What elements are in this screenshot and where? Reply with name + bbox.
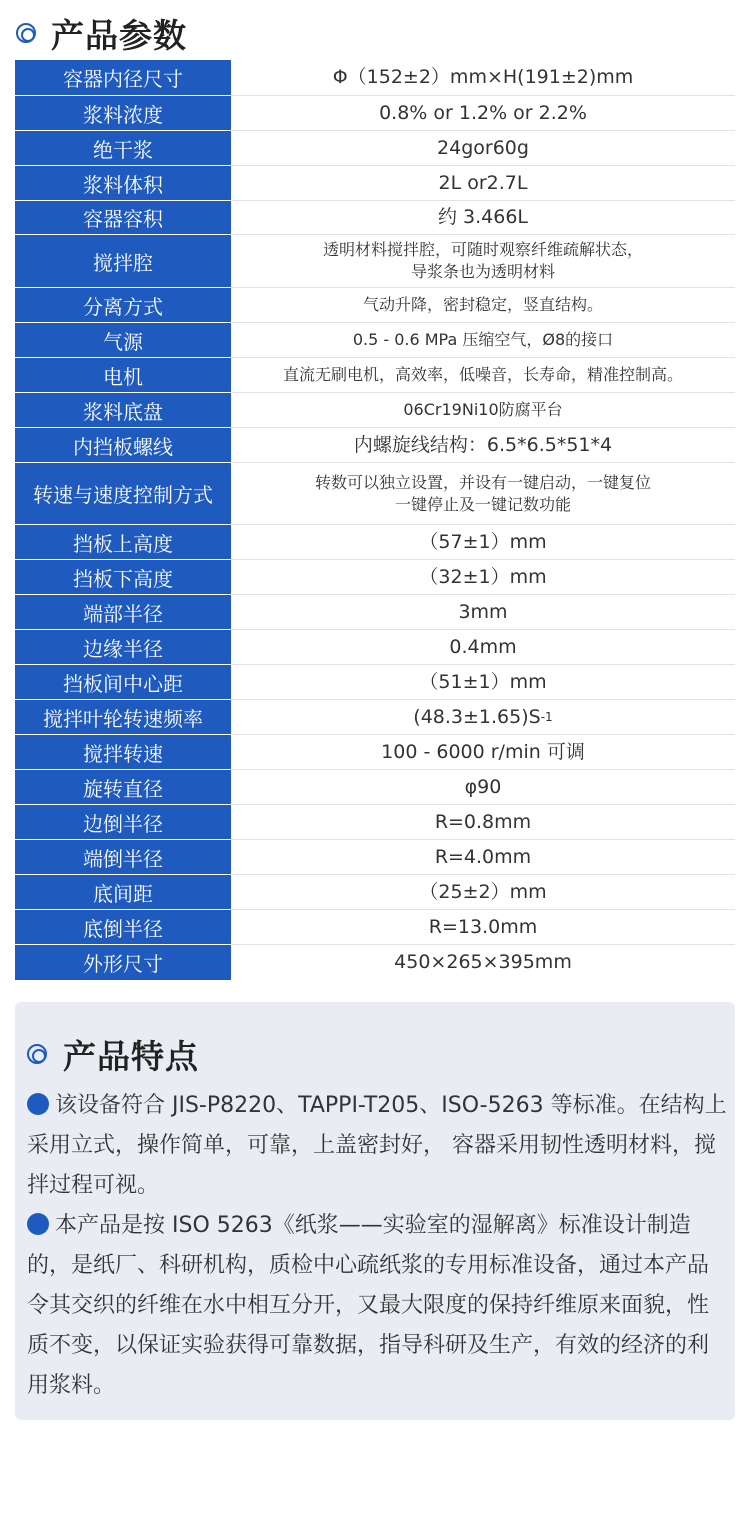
- param-value: [231, 595, 735, 629]
- feature-paragraph-text: 该设备符合 JIS-P8220、TAPPI-T205、ISO-5263 等标准。在结构上采用立式，操作简单，可靠，上盖密封好， 容器采用韧性透明材料，搅拌过程可视。: [27, 1093, 727, 1198]
- param-row: [15, 393, 735, 428]
- param-row: [15, 665, 735, 700]
- param-value-text: R=0.8mm: [434, 810, 532, 833]
- param-value: [231, 131, 735, 165]
- params-section-header: [16, 10, 187, 56]
- bullet-dot-icon: [27, 1093, 49, 1115]
- param-value-text: （32±1）mm: [419, 565, 547, 588]
- param-row: [15, 910, 735, 945]
- param-value-text: 气动升降，密封稳定，竖直结构。: [362, 295, 603, 315]
- param-label: 边缘半径: [15, 630, 231, 665]
- param-value-text: 06Cr19Ni10防腐平台: [403, 400, 563, 420]
- param-value: [231, 560, 735, 594]
- param-value-text: 450×265×395mm: [394, 951, 572, 974]
- param-value-text: R=13.0mm: [428, 915, 538, 938]
- param-value-text: （25±2）mm: [419, 880, 547, 903]
- param-row: [15, 875, 735, 910]
- param-value-text: R=4.0mm: [434, 845, 532, 868]
- param-row: [15, 630, 735, 665]
- param-value-text: 3mm: [458, 600, 508, 623]
- features-title: 产品特点: [63, 1036, 199, 1076]
- param-value: [231, 840, 735, 874]
- param-value-text: 2L or2.7L: [438, 171, 528, 194]
- param-value: [231, 875, 735, 909]
- param-value: [231, 665, 735, 699]
- feature-paragraph: [27, 1206, 727, 1406]
- param-row: [15, 945, 735, 980]
- param-row: [15, 201, 735, 235]
- param-row: [15, 428, 735, 463]
- param-value: [231, 60, 735, 95]
- param-label: 挡板下高度: [15, 560, 231, 595]
- param-row: [15, 595, 735, 630]
- param-value-text: 0.8% or 1.2% or 2.2%: [379, 101, 587, 124]
- target-icon: [27, 1044, 47, 1064]
- param-value: [231, 428, 735, 462]
- param-value-text: 转数可以独立设置，并设有一键启动，一键复位 一键停止及一键记数功能: [314, 472, 651, 514]
- param-label: 挡板上高度: [15, 525, 231, 560]
- param-row: [15, 323, 735, 358]
- param-label: 旋转直径: [15, 770, 231, 805]
- param-value-text: Φ（152±2）mm×H(191±2)mm: [332, 66, 634, 89]
- param-value-text: 0.5 - 0.6 MPa 压缩空气，Ø8的接口: [352, 330, 614, 350]
- param-row: [15, 463, 735, 525]
- param-label: 搅拌叶轮转速频率: [15, 700, 231, 735]
- features-text: [27, 1086, 727, 1406]
- param-label: 绝干浆: [15, 131, 231, 166]
- param-value: [231, 805, 735, 839]
- param-value: [231, 393, 735, 427]
- param-row: [15, 96, 735, 131]
- param-label: 挡板间中心距: [15, 665, 231, 700]
- param-row: [15, 235, 735, 288]
- param-label: 浆料浓度: [15, 96, 231, 131]
- param-label: 分离方式: [15, 288, 231, 323]
- param-value-text: 直流无刷电机，高效率，低噪音，长寿命，精准控制高。: [282, 365, 683, 385]
- param-value: [231, 910, 735, 944]
- feature-paragraph-text: 本产品是按 ISO 5263《纸浆——实验室的湿解离》标准设计制造的，是纸厂、科研机构，质检中心疏纸浆的专用标准设备，通过本产品令其交织的纤维在水中相互分开，又最大限度的保持纤维原来面貌，性质不变，以保证实验获得可靠数据，指导科研及生产，有效的经济的利用浆料。: [27, 1213, 710, 1398]
- param-label: 搅拌腔: [15, 235, 231, 288]
- param-value-text: 24gor60g: [437, 136, 529, 159]
- param-value: [231, 235, 735, 287]
- param-label: 端倒半径: [15, 840, 231, 875]
- param-row: [15, 60, 735, 96]
- param-value: [231, 288, 735, 322]
- param-value-text: φ90: [464, 775, 502, 798]
- param-row: [15, 735, 735, 770]
- param-label: 气源: [15, 323, 231, 358]
- param-label: 内挡板螺线: [15, 428, 231, 463]
- param-value: [231, 735, 735, 769]
- param-row: [15, 358, 735, 393]
- param-label: 电机: [15, 358, 231, 393]
- param-label: 搅拌转速: [15, 735, 231, 770]
- target-icon: [16, 23, 36, 43]
- param-label: 浆料体积: [15, 166, 231, 201]
- params-title: 产品参数: [51, 15, 187, 55]
- param-value: [231, 96, 735, 130]
- bullet-dot-icon: [27, 1213, 49, 1235]
- param-value-superscript: -1: [540, 709, 553, 724]
- param-value: [231, 630, 735, 664]
- param-value: [231, 166, 735, 200]
- param-value-text: 透明材料搅拌腔，可随时观察纤维疏解状态， 导浆条也为透明材料: [322, 240, 643, 281]
- param-label: 转速与速度控制方式: [15, 463, 231, 525]
- param-row: [15, 288, 735, 323]
- param-row: [15, 560, 735, 595]
- param-value-text: 100 - 6000 r/min 可调: [381, 740, 585, 763]
- param-row: [15, 805, 735, 840]
- param-label: 外形尺寸: [15, 945, 231, 981]
- param-value: [231, 945, 735, 980]
- param-row: [15, 770, 735, 805]
- param-value-text: 内螺旋线结构：6.5*6.5*51*4: [353, 433, 613, 456]
- param-value-text: (48.3±1.65)S: [413, 705, 541, 728]
- feature-paragraph: [27, 1086, 727, 1206]
- param-label: 底间距: [15, 875, 231, 910]
- param-value-text: 0.4mm: [449, 635, 517, 658]
- params-table: [15, 60, 735, 980]
- param-value: [231, 770, 735, 804]
- param-value: [231, 525, 735, 559]
- param-label: 底倒半径: [15, 910, 231, 945]
- param-label: 容器内径尺寸: [15, 60, 231, 96]
- param-value: [231, 463, 735, 524]
- param-value: [231, 201, 735, 234]
- param-value-text: （57±1）mm: [419, 530, 547, 553]
- param-label: 容器容积: [15, 201, 231, 235]
- param-value: [231, 700, 735, 734]
- features-card: [15, 1002, 735, 1420]
- param-row: [15, 166, 735, 201]
- param-value-text: （51±1）mm: [419, 670, 547, 693]
- param-value: [231, 358, 735, 392]
- param-label: 浆料底盘: [15, 393, 231, 428]
- param-row: [15, 840, 735, 875]
- param-label: 边倒半径: [15, 805, 231, 840]
- param-row: [15, 131, 735, 166]
- param-value-text: 约 3.466L: [437, 206, 529, 229]
- param-row: [15, 525, 735, 560]
- param-value: [231, 323, 735, 357]
- param-label: 端部半径: [15, 595, 231, 630]
- param-row: [15, 700, 735, 735]
- features-section-header: [27, 1032, 199, 1076]
